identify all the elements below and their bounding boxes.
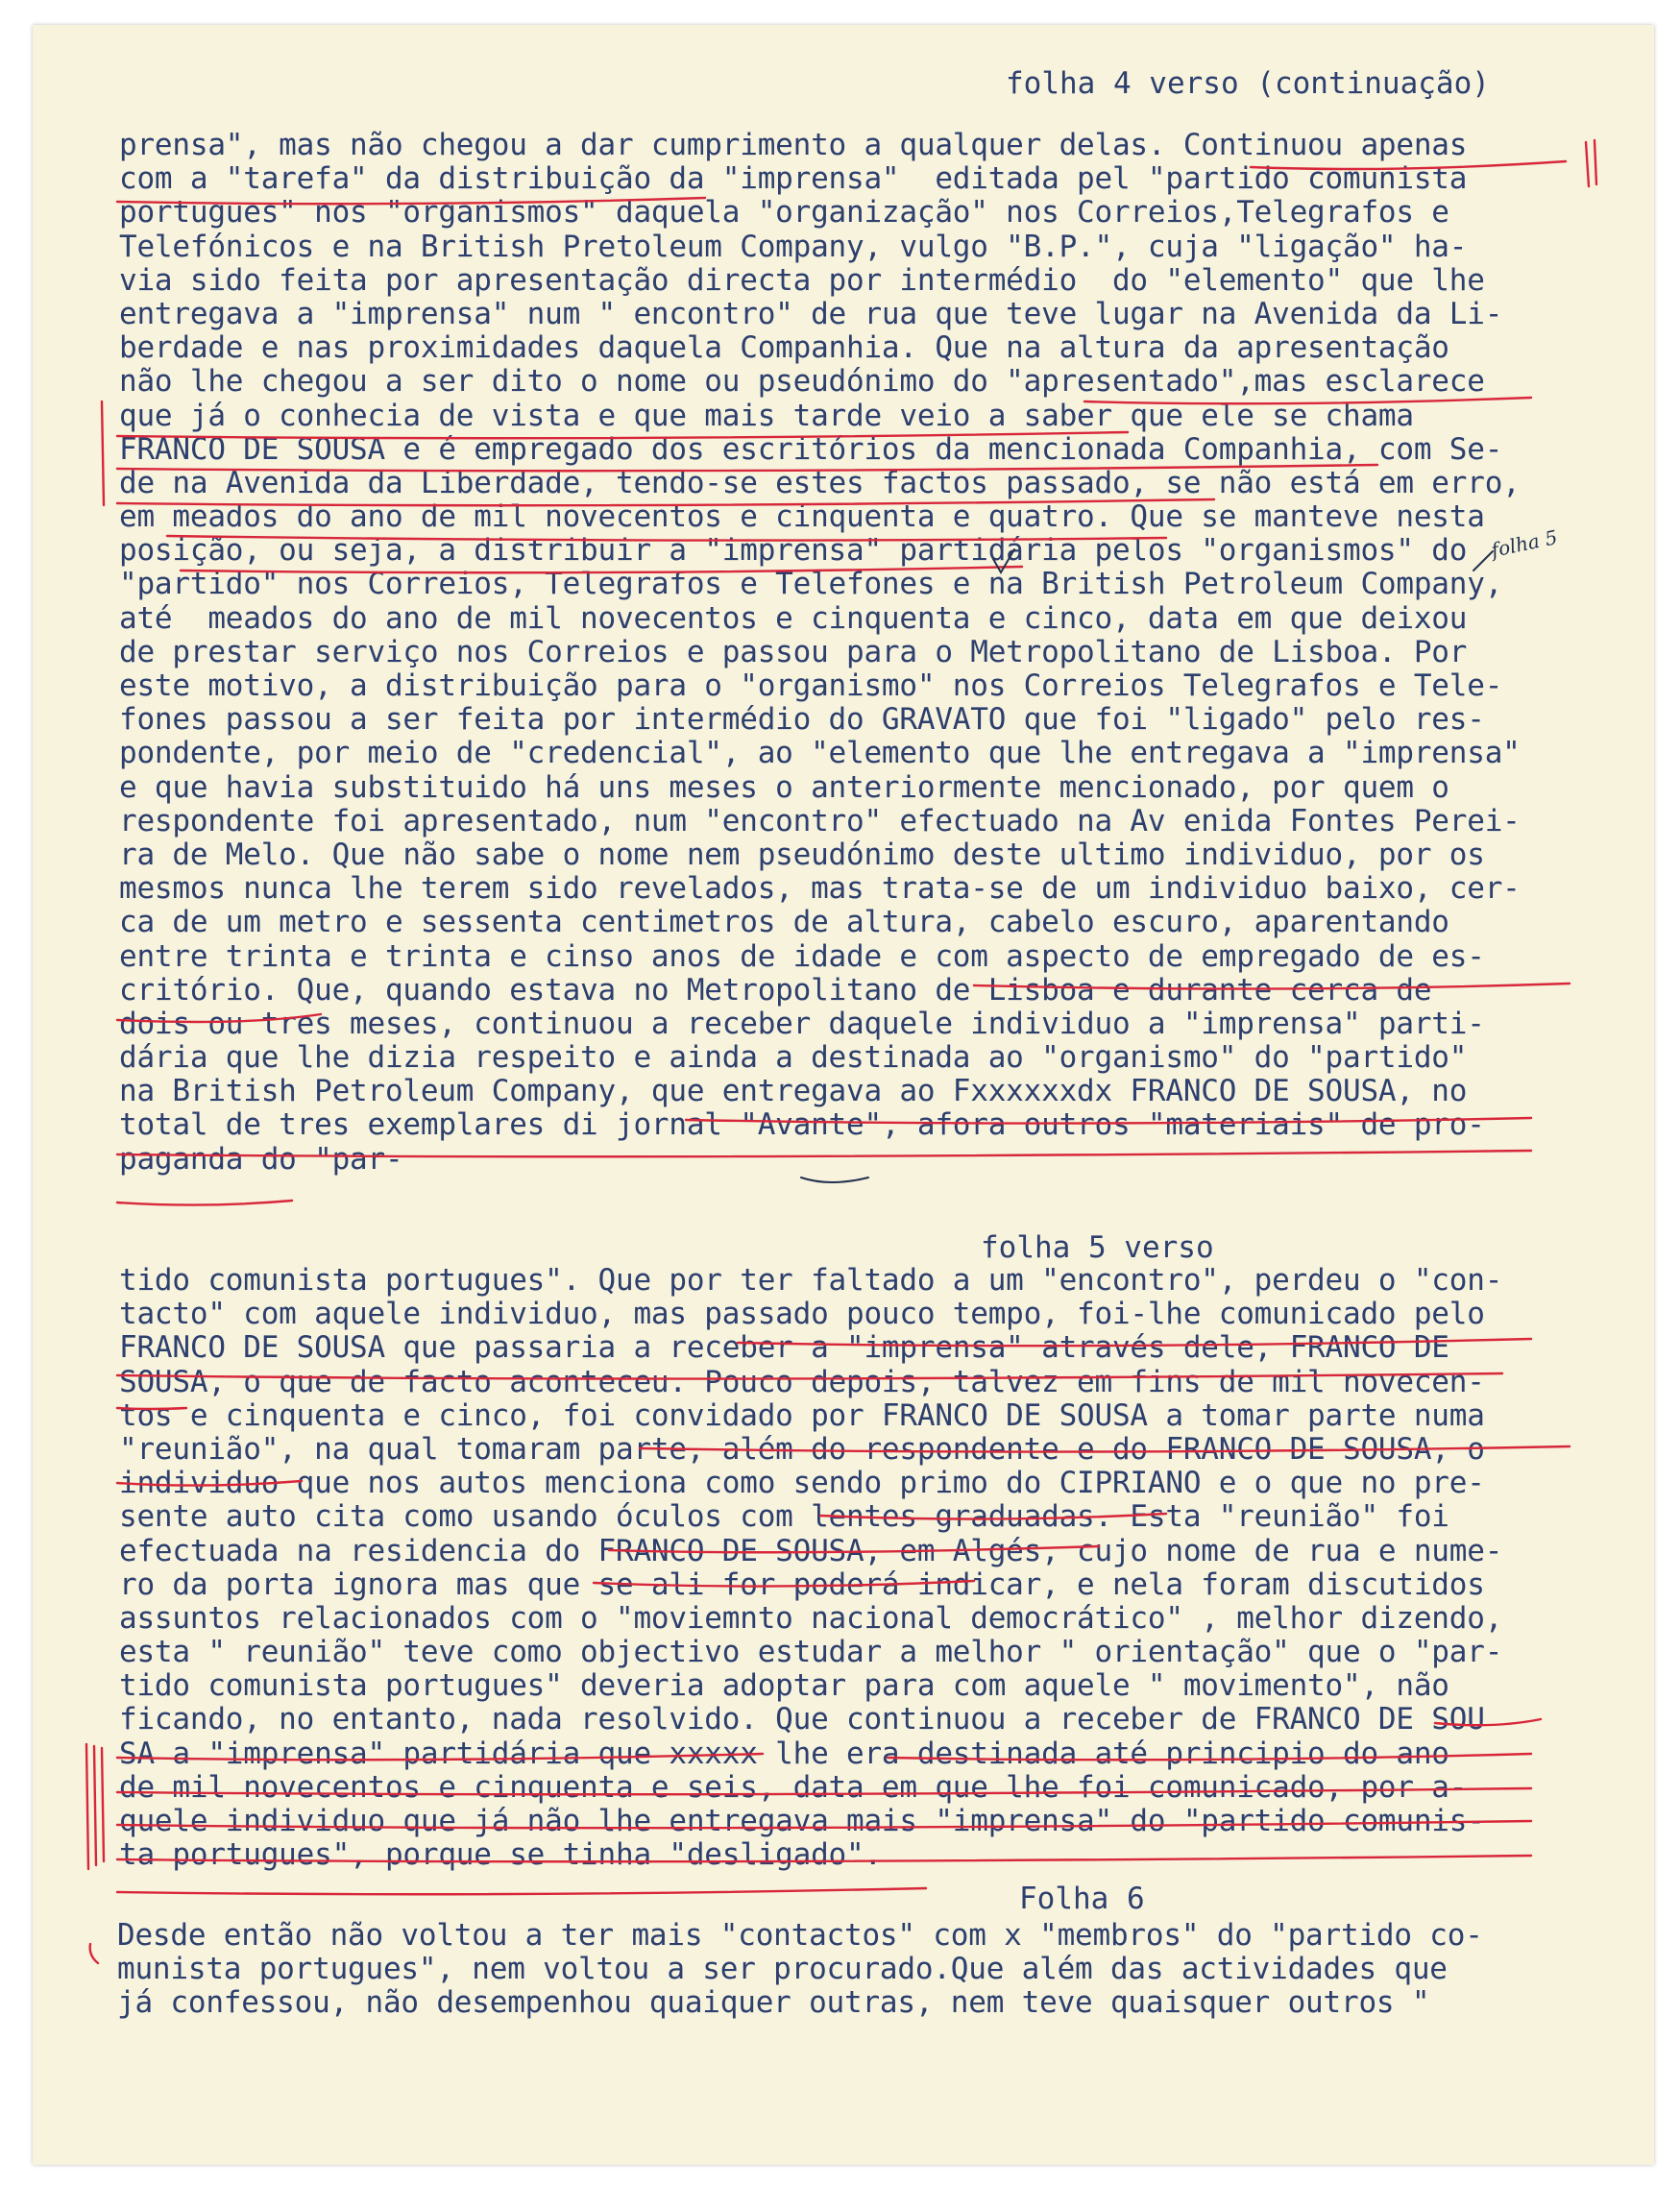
text-line: prensa", mas não chegou a dar cumprimento a qualquer delas. Continuou apenas bbox=[119, 128, 1468, 162]
text-line: sente auto cita como usando óculos com lentes graduadas. Esta "reunião" foi bbox=[119, 1499, 1449, 1535]
handwritten-margin-note: folha 5 bbox=[1489, 525, 1560, 562]
text-line: assuntos relacionados com o "moviemnto nacional democrático" , melhor dizendo, bbox=[119, 1600, 1503, 1636]
text-line: pondente, por meio de "credencial", ao "elemento que lhe entregava a "imprensa" bbox=[119, 736, 1521, 771]
text-line: mesmos nunca lhe terem sido revelados, mas trata-se de um individuo baixo, cer- bbox=[119, 871, 1521, 907]
text-line: SOUSA, o que de facto aconteceu. Pouco depois, talvez em fins de mil novecen- bbox=[119, 1364, 1485, 1399]
text-line: dois ou tres meses, continuou a receber daquele individuo a "imprensa" parti- bbox=[119, 1006, 1485, 1041]
text-line: até meados do ano de mil novecentos e cinquenta e cinco, data em que deixou bbox=[119, 600, 1468, 636]
text-line: tido comunista portugues". Que por ter faltado a um "encontro", perdeu o "con- bbox=[119, 1263, 1503, 1298]
text-line: ra de Melo. Que não sabe o nome nem pseudónimo deste ultimo individuo, por os bbox=[119, 837, 1485, 872]
margin-bar-left-1 bbox=[102, 401, 104, 505]
text-line: respondente foi apresentado, num "encontro" efectuado na Av enida Fontes Perei- bbox=[119, 803, 1521, 838]
text-line: não lhe chegou a ser dito o nome ou pseudónimo do "apresentado",mas esclarece bbox=[119, 364, 1485, 400]
text-line: efectuada na residencia do FRANCO DE SOUSA, em Algés, cujo nome de rua e nume- bbox=[119, 1533, 1503, 1568]
underline bbox=[117, 1201, 292, 1205]
text-line: ficando, no entanto, nada resolvido. Que continuou a receber de FRANCO DE SOU bbox=[119, 1702, 1485, 1737]
paragraph-folha-4-verso bbox=[119, 129, 1618, 1177]
text-line: tacto" com aquele individuo, mas passado pouco tempo, foi-lhe comunicado pelo bbox=[119, 1297, 1485, 1332]
text-line: entre trinta e trinta e cinso anos de idade e com aspecto de empregado de es- bbox=[119, 938, 1485, 974]
page-header: folha 4 verso (continuação) bbox=[1006, 66, 1490, 101]
text-line: critório. Que, quando estava no Metropolitano de Lisboa e durante cerca de bbox=[119, 972, 1432, 1008]
margin-bar-left-2 bbox=[86, 1744, 104, 1869]
text-line: fones passou a ser feita por intermédio do GRAVATO que foi "ligado" pelo res- bbox=[119, 702, 1485, 738]
text-line: munista portugues", nem voltou a ser procurado.Que além das actividades que bbox=[117, 1952, 1448, 1987]
text-line: de na Avenida da Liberdade, tendo-se estes factos passado, se não está em erro, bbox=[119, 465, 1521, 500]
text-line: com a "tarefa" da distribuição da "imprensa" editada pel "partido comunista bbox=[119, 161, 1468, 197]
underline bbox=[117, 1888, 926, 1894]
text-line: que já o conhecia de vista e que mais tarde veio a saber que ele se chama bbox=[119, 398, 1414, 433]
bracket-mark bbox=[90, 1944, 98, 1963]
text-line: "partido" nos Correios, Telegrafos e Telefones e na British Petroleum Company, bbox=[119, 567, 1503, 602]
text-line: Desde então não voltou a ter mais "contactos" com x "membros" do "partido co- bbox=[117, 1918, 1483, 1953]
ink-tick bbox=[801, 1178, 868, 1182]
text-line: de mil novecentos e cinquenta e seis, data em que lhe foi comunicado, por a- bbox=[119, 1769, 1468, 1805]
text-line: FRANCO DE SOUSA e é empregado dos escritórios da mencionada Companhia, com Se- bbox=[119, 431, 1503, 467]
text-line: tido comunista portugues" deveria adoptar para com aquele " movimento", não bbox=[119, 1668, 1449, 1704]
section-heading-folha-6: Folha 6 bbox=[1019, 1882, 1145, 1916]
text-line: e que havia substituido há uns meses o anteriormente mencionado, por quem o bbox=[119, 769, 1449, 805]
text-line: FRANCO DE SOUSA que passaria a receber a "imprensa" através dele, FRANCO DE bbox=[119, 1330, 1449, 1366]
paragraph-folha-5-verso bbox=[119, 1264, 1618, 1872]
text-line: individuo que nos autos menciona como sendo primo do CIPRIANO e o que no pre- bbox=[119, 1466, 1485, 1501]
text-line: paganda do "par- bbox=[119, 1141, 403, 1177]
text-line: total de tres exemplares di jornal "Avante", afora outros "materiais" de pro- bbox=[119, 1107, 1485, 1143]
text-line: posição, ou seja, a distribuir a "imprensa" partidária pelos "organismos" do bbox=[119, 533, 1468, 569]
text-line: quele individuo que já não lhe entregava mais "imprensa" do "partido comunis- bbox=[119, 1804, 1485, 1838]
text-line: ca de um metro e sessenta centimetros de altura, cabelo escuro, aparentando bbox=[119, 905, 1449, 940]
paragraph-folha-6 bbox=[117, 1919, 1616, 2021]
text-line: esta " reunião" teve como objectivo estudar a melhor " orientação" que o "par- bbox=[119, 1635, 1503, 1670]
text-line: este motivo, a distribuição para o "organismo" nos Correios Telegrafos e Tele- bbox=[119, 668, 1503, 703]
text-line: na British Petroleum Company, que entregava ao Fxxxxxxdx FRANCO DE SOUSA, no bbox=[119, 1074, 1468, 1109]
text-line: já confessou, não desempenhou quaiquer outras, nem teve quaisquer outros " bbox=[117, 1985, 1430, 2021]
text-line: de prestar serviço nos Correios e passou para o Metropolitano de Lisboa. Por bbox=[119, 634, 1468, 669]
document-page bbox=[33, 25, 1654, 2165]
text-line: portugues" nos "organismos" daquela "organização" nos Correios,Telegrafos e bbox=[119, 195, 1449, 231]
text-line: Telefónicos e na British Pretoleum Company, vulgo "B.P.", cuja "ligação" ha- bbox=[119, 229, 1468, 264]
text-line: via sido feita por apresentação directa por intermédio do "elemento" que lhe bbox=[119, 262, 1485, 298]
text-line: ro da porta ignora mas que se ali for poderá indicar, e nela foram discutidos bbox=[119, 1567, 1485, 1602]
text-line: ta portugues", porque se tinha "desligado". bbox=[119, 1837, 882, 1873]
text-line: entregava a "imprensa" num " encontro" de rua que teve lugar na Avenida da Li- bbox=[119, 296, 1503, 331]
text-line: tos e cinquenta e cinco, foi convidado por FRANCO DE SOUSA a tomar parte numa bbox=[119, 1397, 1485, 1433]
text-line: SA a "imprensa" partidária que xxxxx lhe era destinada até principio do ano bbox=[119, 1736, 1449, 1771]
text-line: berdade e nas proximidades daquela Companhia. Que na altura da apresentação bbox=[119, 330, 1449, 366]
text-line: em meados do ano de mil novecentos e cinquenta e quatro. Que se manteve nesta bbox=[119, 499, 1485, 535]
text-line: dária que lhe dizia respeito e ainda a destinada ao "organismo" do "partido" bbox=[119, 1040, 1468, 1076]
section-heading-folha-5-verso: folha 5 verso bbox=[981, 1230, 1214, 1265]
text-line: "reunião", na qual tomaram parte, além do respondente e do FRANCO DE SOUSA, o bbox=[119, 1431, 1485, 1467]
